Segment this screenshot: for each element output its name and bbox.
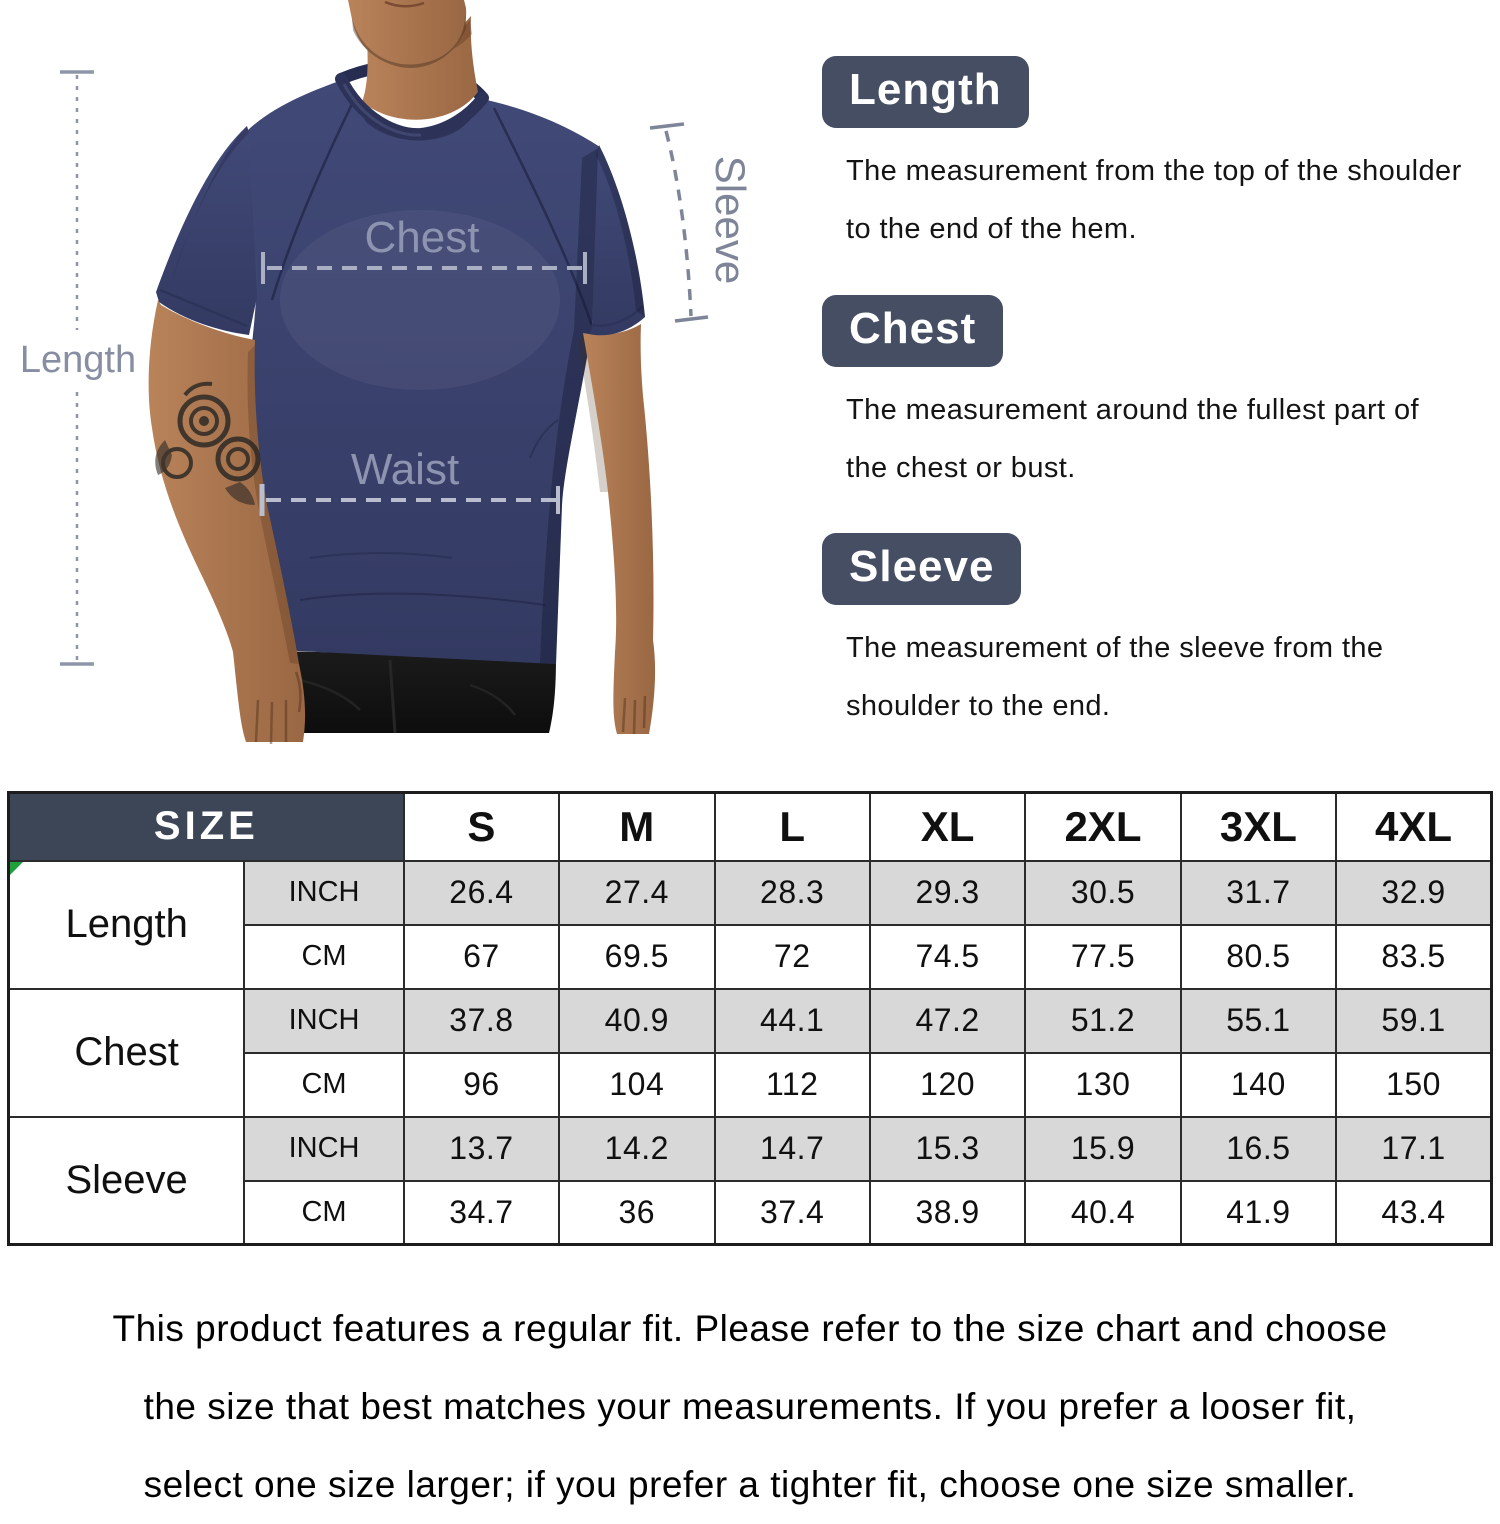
size-column-header-l: L — [715, 793, 870, 861]
size-value: 40.9 — [559, 989, 714, 1053]
size-corner-header: SIZE — [9, 793, 404, 861]
size-value: 69.5 — [559, 925, 714, 989]
size-value: 36 — [559, 1181, 714, 1245]
size-column-header-3xl: 3XL — [1181, 793, 1336, 861]
size-value: 112 — [715, 1053, 870, 1117]
size-value: 140 — [1181, 1053, 1336, 1117]
measurement-label-length: Length — [9, 861, 245, 989]
size-value: 37.4 — [715, 1181, 870, 1245]
length-label: Length — [19, 339, 137, 381]
unit-label: INCH — [244, 989, 403, 1053]
size-value: 16.5 — [1181, 1117, 1336, 1181]
size-value: 34.7 — [404, 1181, 559, 1245]
definition-length-line2: to the end of the hem. — [846, 213, 1137, 245]
unit-label: CM — [244, 1181, 403, 1245]
size-column-header-4xl: 4XL — [1336, 793, 1491, 861]
definition-chest-line1: The measurement around the fullest part of — [846, 394, 1419, 426]
unit-label: INCH — [244, 861, 403, 925]
size-value: 43.4 — [1336, 1181, 1491, 1245]
fit-note-line2: the size that best matches your measurements. If you prefer a looser fit, — [143, 1386, 1357, 1427]
size-value: 15.9 — [1025, 1117, 1180, 1181]
definition-sleeve — [822, 533, 1482, 735]
waist-label: Waist — [350, 445, 460, 494]
table-row — [9, 989, 1492, 1053]
size-value: 96 — [404, 1053, 559, 1117]
unit-label: INCH — [244, 1117, 403, 1181]
table-row — [9, 861, 1492, 925]
model-illustration — [0, 0, 810, 780]
size-value: 26.4 — [404, 861, 559, 925]
definition-sleeve-line1: The measurement of the sleeve from the — [846, 632, 1384, 664]
size-value: 38.9 — [870, 1181, 1025, 1245]
sleeve-badge: Sleeve — [822, 533, 1021, 605]
size-column-header-xl: XL — [870, 793, 1025, 861]
unit-label: CM — [244, 925, 403, 989]
size-value: 104 — [559, 1053, 714, 1117]
size-column-header-2xl: 2XL — [1025, 793, 1180, 861]
length-badge: Length — [822, 56, 1029, 128]
size-value: 83.5 — [1336, 925, 1491, 989]
size-value: 72 — [715, 925, 870, 989]
size-value: 14.7 — [715, 1117, 870, 1181]
fit-note-line1: This product features a regular fit. Please refer to the size chart and choose — [112, 1308, 1388, 1349]
size-value: 41.9 — [1181, 1181, 1336, 1245]
size-value: 15.3 — [870, 1117, 1025, 1181]
size-value: 47.2 — [870, 989, 1025, 1053]
table-row — [9, 1117, 1492, 1181]
chest-label: Chest — [364, 213, 480, 262]
size-column-header-m: M — [559, 793, 714, 861]
definition-sleeve-line2: shoulder to the end. — [846, 690, 1111, 722]
size-value: 67 — [404, 925, 559, 989]
fit-note-line3: select one size larger; if you prefer a tighter fit, choose one size smaller. — [143, 1464, 1357, 1505]
length-annotation — [20, 72, 136, 664]
size-value: 55.1 — [1181, 989, 1336, 1053]
size-value: 120 — [870, 1053, 1025, 1117]
unit-label: CM — [244, 1053, 403, 1117]
size-value: 14.2 — [559, 1117, 714, 1181]
measurement-label-chest: Chest — [9, 989, 245, 1117]
fit-note — [0, 1290, 1500, 1524]
size-value: 30.5 — [1025, 861, 1180, 925]
size-value: 80.5 — [1181, 925, 1336, 989]
size-value: 29.3 — [870, 861, 1025, 925]
right-arm — [578, 324, 655, 734]
sleeve-annotation — [650, 124, 754, 321]
model-photo — [0, 0, 810, 780]
size-column-header-s: S — [404, 793, 559, 861]
size-value: 51.2 — [1025, 989, 1180, 1053]
size-chart-table — [7, 791, 1493, 1246]
size-value: 31.7 — [1181, 861, 1336, 925]
size-value: 59.1 — [1336, 989, 1491, 1053]
size-value: 130 — [1025, 1053, 1180, 1117]
size-value: 37.8 — [404, 989, 559, 1053]
definition-chest-line2: the chest or bust. — [846, 452, 1076, 484]
size-value: 44.1 — [715, 989, 870, 1053]
size-value: 77.5 — [1025, 925, 1180, 989]
size-value: 28.3 — [715, 861, 870, 925]
size-value: 27.4 — [559, 861, 714, 925]
size-value: 150 — [1336, 1053, 1491, 1117]
definition-chest — [822, 295, 1482, 497]
definition-length — [822, 56, 1482, 258]
tshirt-body — [234, 80, 600, 664]
size-value: 74.5 — [870, 925, 1025, 989]
measurement-label-sleeve: Sleeve — [9, 1117, 245, 1245]
definition-length-line1: The measurement from the top of the shoulder — [846, 155, 1462, 187]
size-value: 32.9 — [1336, 861, 1491, 925]
sleeve-label: Sleeve — [707, 155, 754, 285]
size-value: 13.7 — [404, 1117, 559, 1181]
chest-badge: Chest — [822, 295, 1003, 367]
size-value: 40.4 — [1025, 1181, 1180, 1245]
size-value: 17.1 — [1336, 1117, 1491, 1181]
